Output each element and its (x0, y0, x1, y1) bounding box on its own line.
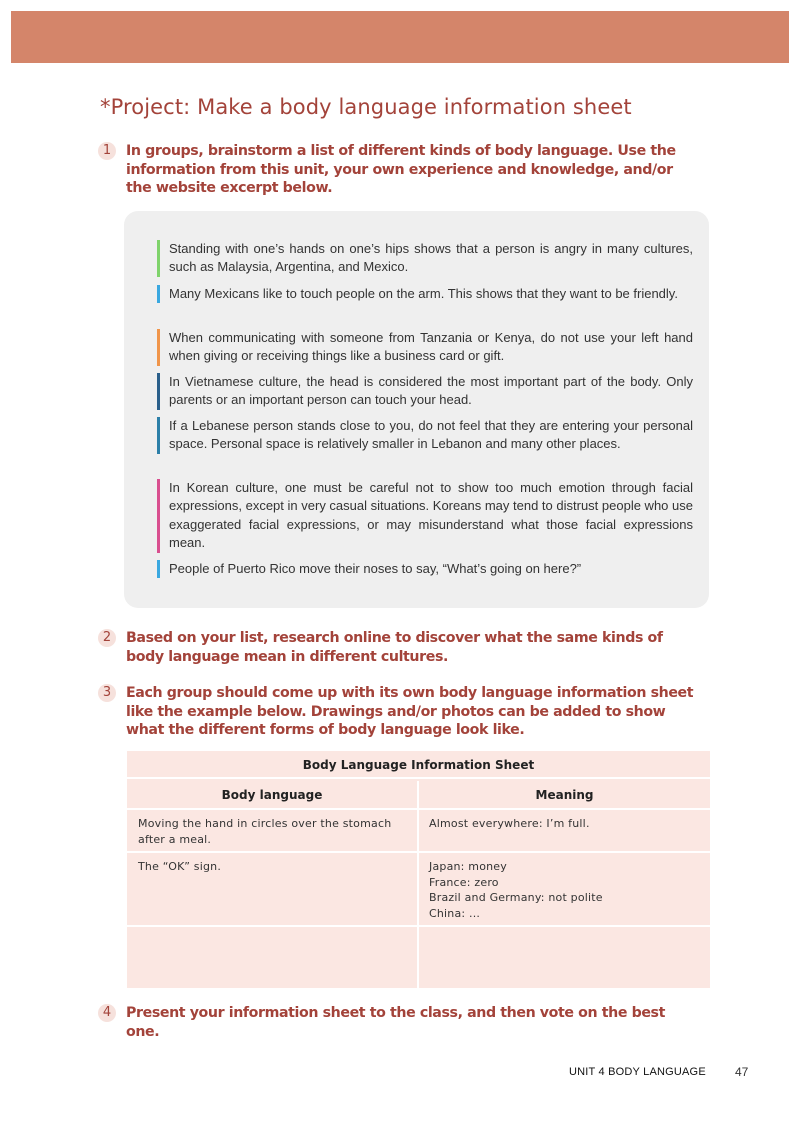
step-number: 3 (98, 684, 116, 702)
step-number: 4 (98, 1004, 116, 1022)
table-cell-meaning: Japan: money France: zero Brazil and Germany: not polite China: ... (429, 860, 603, 920)
header-band (11, 11, 789, 63)
sheet-title: Body Language Information Sheet (127, 751, 710, 779)
excerpt-paragraph: In Korean culture, one must be careful not to show too much emotion through facial expressions, except in very casual situations. Koreans may tend to distrust people who use exaggerated facial expressions, or may misunderstand what those facial expressions mean. (157, 479, 693, 553)
table-cell-meaning: Almost everywhere: I’m full. (429, 817, 590, 830)
excerpt-paragraph: Standing with one’s hands on one’s hips shows that a person is angry in many cultures, such as Malaysia, Argentina, and Mexico. (157, 240, 693, 277)
step-number: 2 (98, 629, 116, 647)
page-number: 47 (735, 1065, 749, 1079)
info-sheet-table (127, 751, 710, 988)
page-title: *Project: Make a body language information sheet (100, 95, 632, 119)
footer-unit-label: UNIT 4 BODY LANGUAGE (569, 1066, 706, 1078)
column-divider (417, 781, 419, 988)
step-instruction: Each group should come up with its own body language information sheet like the example below. Drawings and/or photos can be added to show what the different forms of body language look like. (126, 685, 694, 738)
step-number: 1 (98, 142, 116, 160)
excerpt-paragraph: In Vietnamese culture, the head is considered the most important part of the body. Only parents or an important person can touch your head. (157, 373, 693, 410)
excerpt-paragraph: When communicating with someone from Tanzania or Kenya, do not use your left hand when giving or receiving things like a business card or gift. (157, 329, 693, 366)
table-cell-body-language: Moving the hand in circles over the stomach after a meal. (138, 817, 392, 846)
excerpt-paragraph: People of Puerto Rico move their noses to say, “What’s going on here?” (157, 560, 693, 578)
column-header-meaning: Meaning (535, 788, 594, 802)
column-header-body-language: Body language (221, 788, 323, 802)
table-cell-body-language: The “OK” sign. (138, 860, 222, 873)
excerpt-paragraph: If a Lebanese person stands close to you, do not feel that they are entering your personal space. Personal space is relatively smaller in Lebanon and many other places. (157, 417, 693, 454)
step-instruction: In groups, brainstorm a list of different kinds of body language. Use the information from this unit, your own experience and knowledge, and/or the website excerpt below. (126, 143, 676, 196)
step-instruction: Based on your list, research online to discover what the same kinds of body language mean in different cultures. (126, 630, 663, 665)
excerpt-paragraph: Many Mexicans like to touch people on the arm. This shows that they want to be friendly. (157, 285, 693, 303)
step-instruction: Present your information sheet to the class, and then vote on the best one. (126, 1005, 665, 1040)
